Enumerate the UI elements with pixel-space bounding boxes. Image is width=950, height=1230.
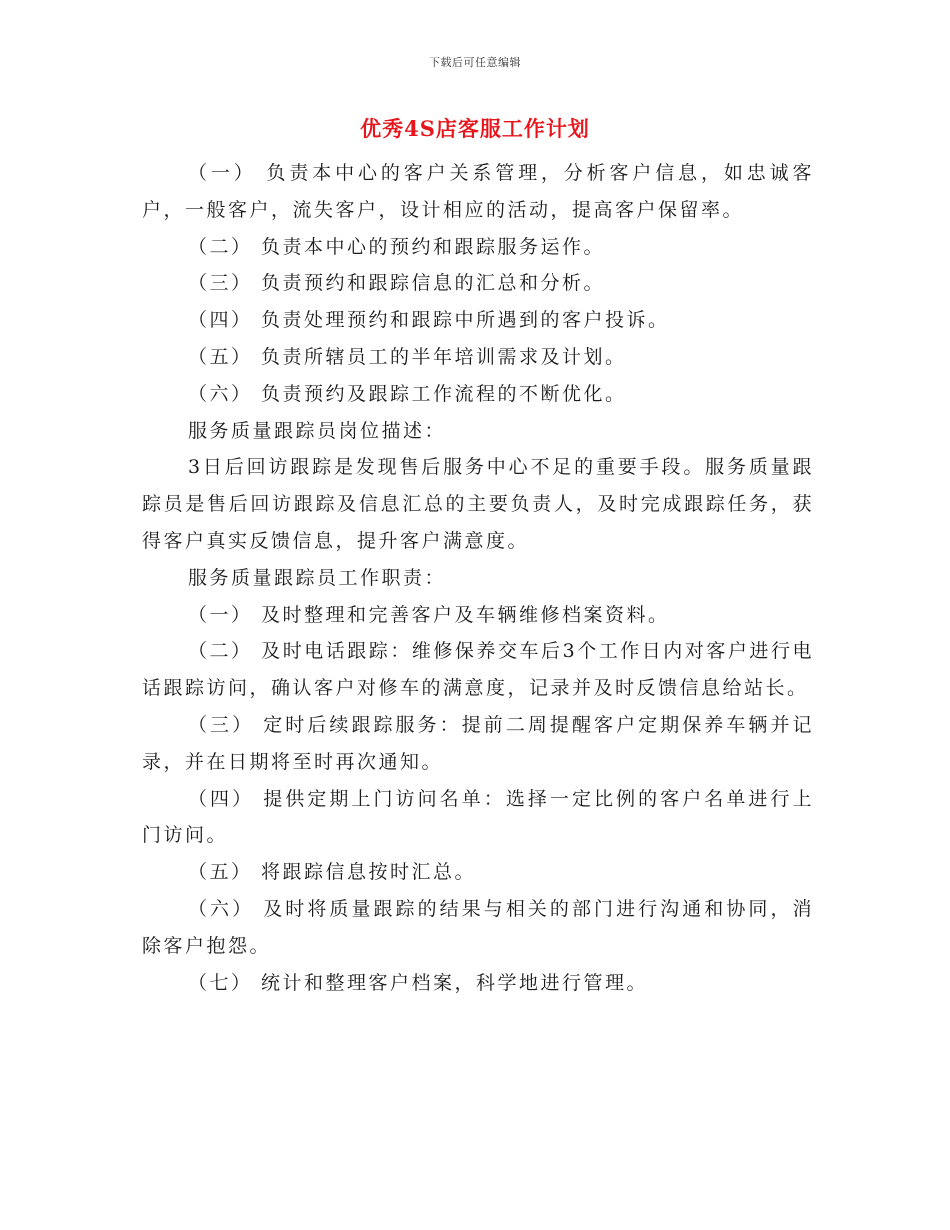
- paragraph-duty-1: （一） 负责本中心的客户关系管理，分析客户信息，如忠诚客户，一般客户，流失客户，设计相应的活动，提高客户保留率。: [142, 162, 814, 221]
- paragraph-responsibility-7: （七） 统计和整理客户档案，科学地进行管理。: [188, 971, 649, 994]
- paragraph-duty-3: （三） 负责预约和跟踪信息的汇总和分析。: [188, 272, 606, 295]
- paragraph-responsibility-1: （一） 及时整理和完善客户及车辆维修档案资料。: [188, 603, 670, 626]
- section-heading-job-description: 服务质量跟踪员岗位描述：: [188, 419, 447, 442]
- paragraph-responsibility-5: （五） 将跟踪信息按时汇总。: [188, 861, 477, 884]
- document-body: [142, 155, 814, 1001]
- paragraph-duty-2: （二） 负责本中心的预约和跟踪服务运作。: [188, 235, 606, 258]
- document-title: 优秀4S店客服工作计划: [360, 116, 590, 141]
- paragraph-responsibility-3: （三） 定时后续跟踪服务：提前二周提醒客户定期保养车辆并记录，并在日期将至时再次通知。: [142, 713, 814, 773]
- paragraph-duty-4: （四） 负责处理预约和跟踪中所遇到的客户投诉。: [188, 309, 670, 332]
- paragraph-responsibility-2: （二） 及时电话跟踪：维修保养交车后3个工作日内对客户进行电话跟踪访问，确认客户对修车的满意度，记录并及时反馈信息给站长。: [142, 640, 814, 700]
- paragraph-responsibility-6: （六） 及时将质量跟踪的结果与相关的部门进行沟通和协同，消除客户抱怨。: [142, 897, 814, 957]
- section-heading-responsibilities: 服务质量跟踪员工作职责：: [188, 566, 447, 589]
- paragraph-job-description: 3日后回访跟踪是发现售后服务中心不足的重要手段。服务质量跟踪员是售后回访跟踪及信息汇总的主要负责人，及时完成跟踪任务，获得客户真实反馈信息，提升客户满意度。: [142, 456, 814, 552]
- paragraph-duty-6: （六） 负责预约及跟踪工作流程的不断优化。: [188, 382, 627, 405]
- paragraph-duty-5: （五） 负责所辖员工的半年培训需求及计划。: [188, 345, 627, 368]
- page-header-note: 下载后可任意编辑: [429, 56, 521, 69]
- paragraph-responsibility-4: （四） 提供定期上门访问名单：选择一定比例的客户名单进行上门访问。: [142, 787, 814, 847]
